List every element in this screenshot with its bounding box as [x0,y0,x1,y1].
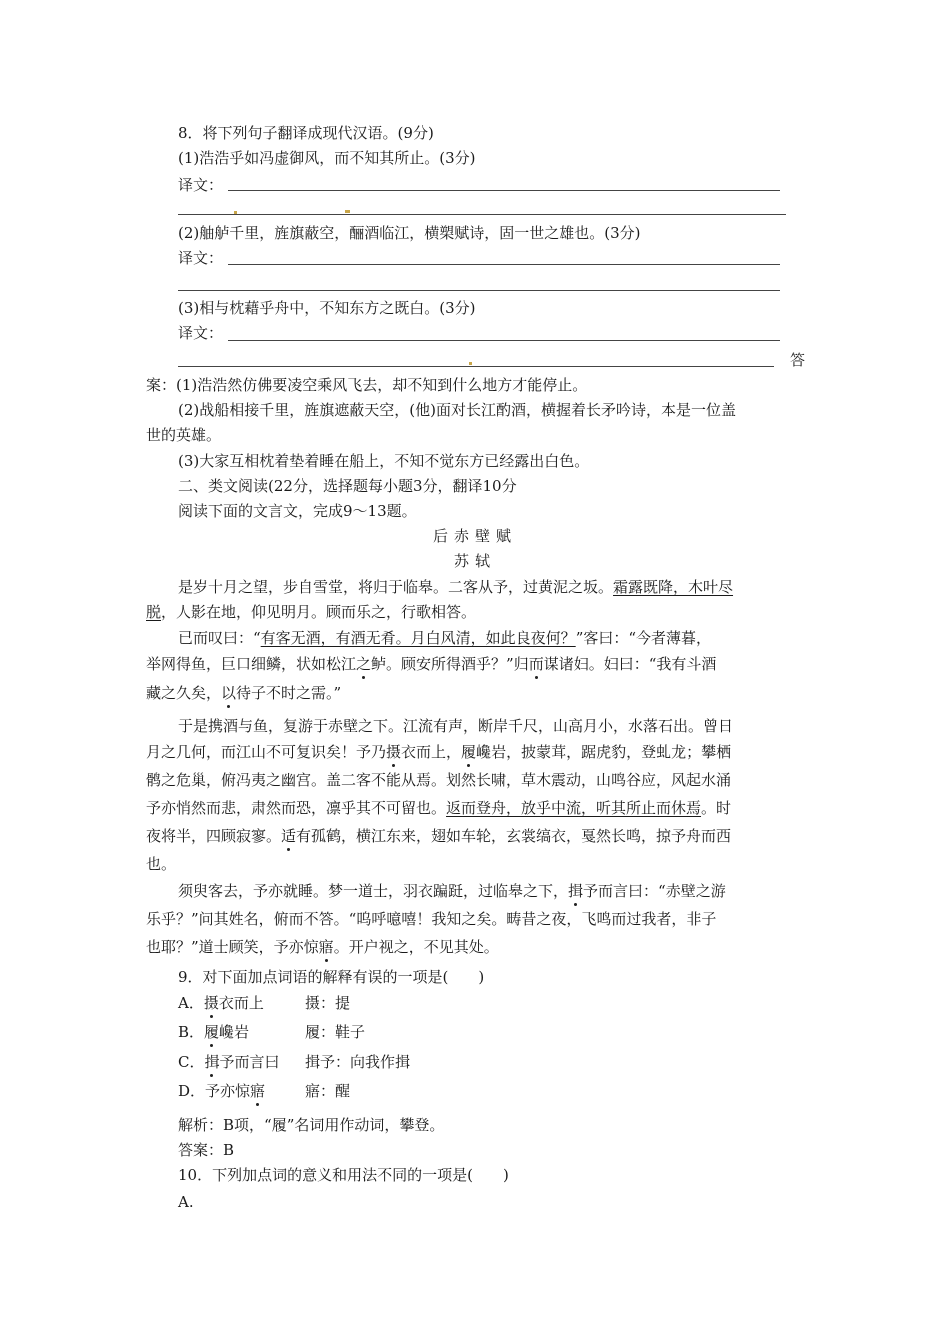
dotted-word: 寤 [250,1082,266,1100]
passage-line: 于是携酒与鱼，复游于赤壁之下。江流有声，断岸千尺，山高月小，水落石出。曾日 [178,717,734,735]
q8-answer-2-line-1: (2)战船相接千里，旌旗遮蔽天空，(他)面对长江酌酒，横握着长矛吟诗，本是一位盖 [178,401,736,419]
q10-option-a[interactable]: A. [178,1193,194,1211]
print-speck [234,211,237,214]
q8-sentence-1: (1)浩浩乎如冯虚御风，而不知其所止。(3分) [178,149,476,167]
passage-line: 也耶？”道士顾笑，予亦惊寤。开户视之，不见其处。 [146,938,499,956]
q9-answer: 答案：B [178,1141,235,1159]
print-speck [469,362,472,365]
q9-option-b[interactable]: B．履巉岩 [178,1023,250,1041]
passage-line: 月之几何，而江山不可复识矣！予乃摄衣而上，履巉岩，披蒙茸，踞虎豹，登虬龙；攀栖 [146,743,732,761]
answer-blank-line[interactable] [178,290,780,291]
dotted-word: 而 [528,655,544,673]
q8-label-2: 译文： [178,249,224,267]
passage-title: 后赤壁赋 [432,527,517,545]
q9-option-a-gloss: 摄：提 [305,994,351,1012]
passage-line: 夜将半，四顾寂寥。适有孤鹤，横江东来，翅如车轮，玄裳缟衣，戛然长鸣，掠予舟而西 [146,827,732,845]
q9-stem: 9．对下面加点词语的解释有误的一项是( ) [178,968,485,986]
dotted-word: 摄 [203,994,219,1012]
passage-author: 苏轼 [453,552,496,570]
dotted-word: 适 [281,827,297,845]
answer-word-tail: 答 [790,351,806,369]
passage-line: 藏之久矣，以待子不时之需。” [146,684,342,702]
passage-line: 是岁十月之望，步自雪堂，将归于临皋。二客从予，过黄泥之坂。霜露既降，木叶尽 [178,578,734,596]
underlined-sentence: 有客无酒，有酒无肴。月白风清，如此良夜何？ [260,629,576,647]
q8-sentence-2: (2)舳舻千里，旌旗蔽空，酾酒临江，横槊赋诗，固一世之雄也。(3分) [178,224,641,242]
q9-option-c-gloss: 揖予：向我作揖 [305,1053,411,1071]
passage-line: 予亦悄然而悲，肃然而恐，凛乎其不可留也。返而登舟，放乎中流，听其所止而休焉。时 [146,799,732,817]
passage-line: 举网得鱼，巨口细鳞，状如松江之鲈。顾安所得酒乎？”归而谋诸妇。妇曰：“我有斗酒 [146,655,717,673]
answer-blank-line[interactable] [228,340,780,341]
q9-analysis: 解析：B项，“履”名词用作动词，攀登。 [178,1116,445,1134]
answer-blank-line[interactable] [228,190,780,191]
q10-stem: 10．下列加点词的意义和用法不同的一项是( ) [178,1166,509,1184]
passage-line: 也。 [146,855,177,873]
passage-line: 须臾客去，予亦就睡。梦一道士，羽衣蹁跹，过临皋之下，揖予而言曰：“赤壁之游 [178,882,726,900]
passage-line: 已而叹曰：“有客无酒，有酒无肴。月白风清，如此良夜何？”客曰：“今者薄暮， [178,629,712,647]
q8-answer-1: 案：(1)浩浩然仿佛要凌空乘风飞去，却不知到什么地方才能停止。 [146,376,588,394]
q9-option-b-gloss: 履：鞋子 [305,1023,366,1041]
q8-stem: 8．将下列句子翻译成现代汉语。(9分) [178,124,434,142]
passage-line: 乐乎？”问其姓名，俯而不答。“呜呼噫嘻！我知之矣。畴昔之夜，飞鸣而过我者，非子 [146,910,717,928]
q8-answer-3: (3)大家互相枕着垫着睡在船上，不知不觉东方已经露出白色。 [178,452,590,470]
answer-blank-line[interactable] [178,366,774,367]
dotted-word: 之 [356,655,372,673]
answer-blank-line[interactable] [228,264,780,265]
q8-label-1: 译文： [178,176,224,194]
section-intro: 阅读下面的文言文，完成9～13题。 [178,502,417,520]
q8-answer-2-line-2: 世的英雄。 [146,426,222,444]
dotted-word: 履 [461,743,477,761]
passage-line: 脱，人影在地，仰见明月。顾而乐之，行歌相答。 [146,603,477,621]
underlined-sentence: 霜露既降，木叶尽 [613,578,734,596]
dotted-word: 寤 [318,938,334,956]
dotted-word: 以 [221,684,237,702]
passage-line: 鹘之危巢，俯冯夷之幽宫。盖二客不能从焉。划然长啸，草木震动，山鸣谷应，风起水涌 [146,771,732,789]
answer-blank-line[interactable] [178,214,786,215]
q9-option-a[interactable]: A．摄衣而上 [178,994,264,1012]
dotted-word: 揖 [204,1053,220,1071]
q9-option-d-gloss: 寤：醒 [305,1082,351,1100]
q9-option-d[interactable]: D．予亦惊寤 [178,1082,266,1100]
q8-label-3: 译文： [178,324,224,342]
dotted-word: 揖 [568,882,584,900]
underlined-sentence: 返而登舟，放乎中流，听其所止而休焉 [446,799,702,817]
dotted-word: 摄 [386,743,402,761]
q8-sentence-3: (3)相与枕藉乎舟中，不知东方之既白。(3分) [178,299,476,317]
q9-option-c[interactable]: C．揖予而言曰 [178,1053,280,1071]
dotted-word: 履 [204,1023,220,1041]
section-heading: 二、类文阅读(22分，选择题每小题3分，翻译10分 [178,477,517,495]
print-speck [345,210,350,213]
underlined-sentence: 脱 [146,603,162,621]
